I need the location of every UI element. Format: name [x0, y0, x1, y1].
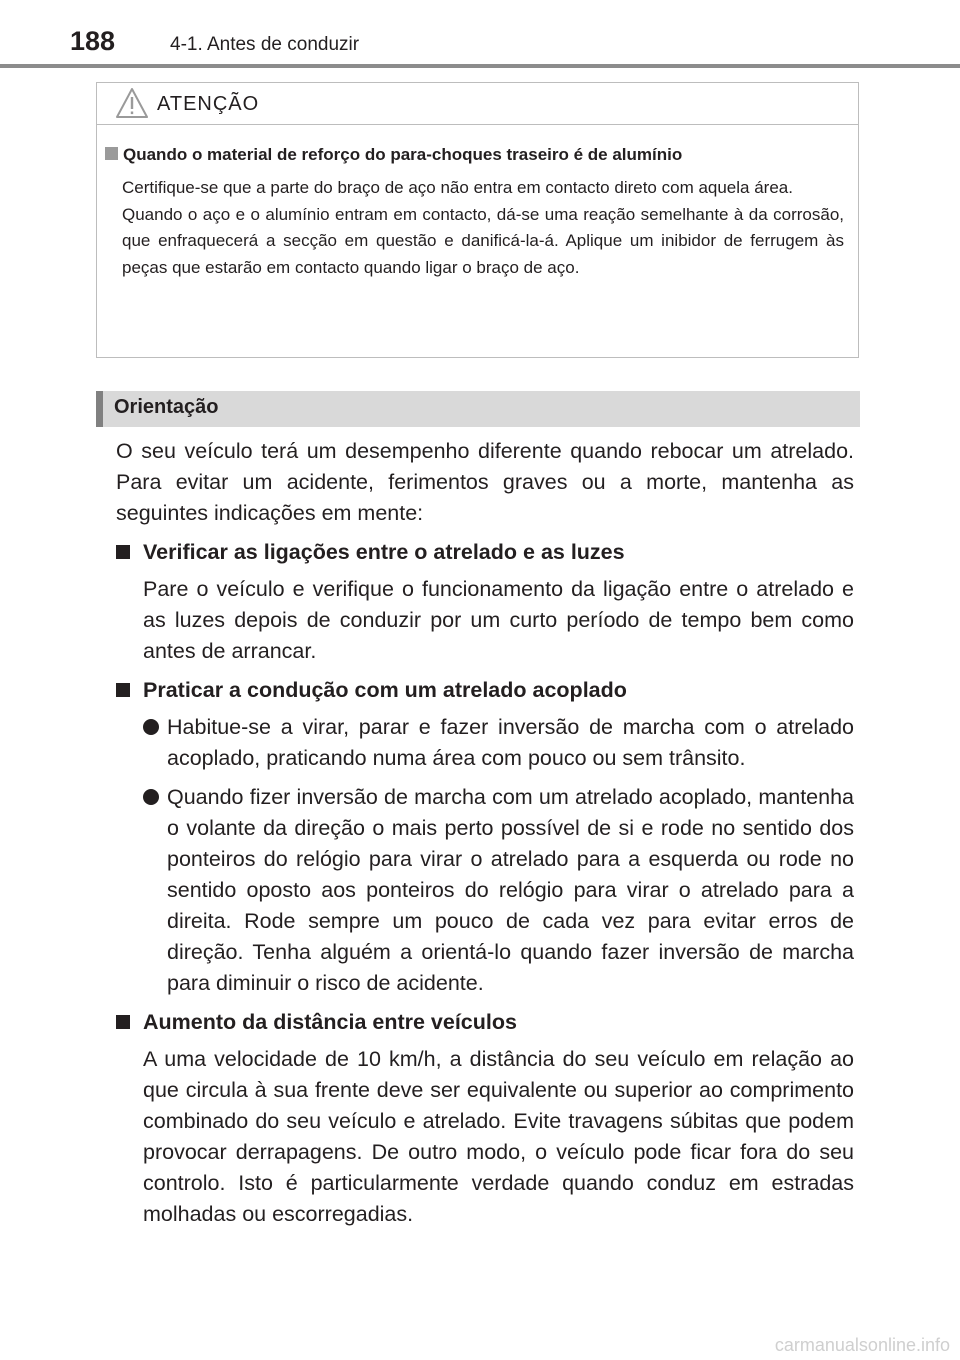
page-header: [0, 0, 960, 70]
warning-paragraph: Quando o aço e o alumínio entram em contacto, dá-se uma reação semelhante à da corrosão, que enfraquecerá a secção em questão e danificá-la-á. Aplique um inibidor de ferrugem às peças que estarão em contacto quando ligar o braço de aço.: [122, 204, 844, 277]
bullet-text: Quando fizer inversão de marcha com um atrelado acoplado, mantenha o volante da direção o mais perto possível de si e rode no sentido dos ponteiros do relógio para virar o atrelado para a esquerda ou rode no sentido oposto aos ponteiros do relógio para virar o atrelado para a direita. Rode sempre um pouco de cada vez para evitar erros de direção. Tenha alguém a orientá-lo quando fazer inversão de marcha para diminuir o risco de acidente.: [167, 785, 854, 995]
warning-body: [122, 175, 844, 281]
warning-title: ATENÇÃO: [157, 93, 260, 115]
square-bullet-icon: [116, 683, 130, 697]
warning-header: [97, 83, 858, 125]
intro-paragraph: O seu veículo terá um desempenho diferente quando rebocar um atrelado. Para evitar um acidente, ferimentos graves ou a morte, mantenha as seguintes indicações em mente:: [116, 439, 854, 525]
bullet-item: [116, 712, 854, 774]
subsection-body: Pare o veículo e verifique o funcionamento da ligação entre o atrelado e as luzes depois de conduzir por um curto período de tempo bem como antes de arrancar.: [143, 577, 854, 663]
round-bullet-icon: [143, 719, 159, 735]
square-bullet-icon: [105, 147, 118, 160]
subsection-heading: [116, 675, 854, 706]
square-bullet-icon: [116, 1015, 130, 1029]
subsection-heading-text: Verificar as ligações entre o atrelado e as luzes: [143, 540, 625, 564]
subsection-heading-text: Praticar a condução com um atrelado acoplado: [143, 678, 627, 702]
page-number: 188: [70, 26, 116, 56]
subsection-heading: [116, 537, 854, 568]
bullet-text: Habitue-se a virar, parar e fazer inversão de marcha com o atrelado acoplado, praticando numa área com pouco ou sem trânsito.: [167, 715, 854, 770]
header-rule: [0, 64, 960, 68]
orientation-content: [116, 436, 854, 1238]
warning-subheading-text: Quando o material de reforço do para-choques traseiro é de alumínio: [123, 145, 683, 164]
warning-paragraph: Certifique-se que a parte do braço de aço não entra em contacto direto com aquela área.: [122, 178, 793, 197]
warning-box: [96, 82, 859, 358]
orientation-heading-bar: [96, 391, 860, 427]
watermark: carmanualsonline.info: [774, 1335, 950, 1355]
subsection-body: A uma velocidade de 10 km/h, a distância do seu veículo em relação ao que circula à sua frente deve ser equivalente ou superior ao comprimento combinado do seu veículo e atrelado. Evite travagens súbitas que podem provocar derrapagens. De outro modo, o veículo pode ficar fora do seu controlo. Isto é particularmente verdade quando conduz em estradas molhadas ou escorregadias.: [143, 1047, 854, 1226]
round-bullet-icon: [143, 789, 159, 805]
bullet-item: [116, 782, 854, 999]
subsection-heading-text: Aumento da distância entre veículos: [143, 1010, 517, 1034]
section-title: 4-1. Antes de conduzir: [170, 34, 360, 55]
orientation-title: Orientação: [114, 396, 219, 418]
warning-subheading: [105, 145, 682, 165]
heading-accent: [96, 391, 103, 427]
subsection-heading: [116, 1007, 854, 1038]
warning-triangle-icon: [115, 87, 149, 119]
square-bullet-icon: [116, 545, 130, 559]
